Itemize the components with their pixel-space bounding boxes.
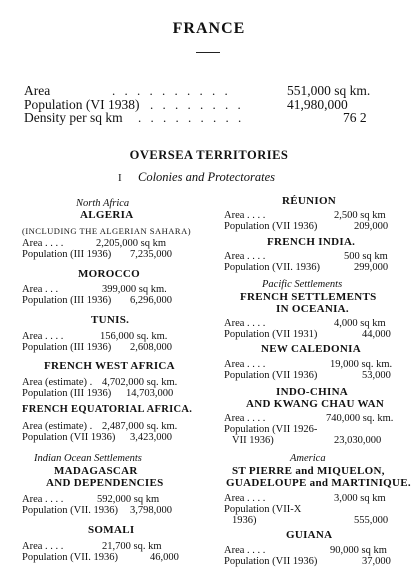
territory-name: GUADELOUPE and MARTINIQUE. bbox=[226, 477, 411, 489]
territory-name: IN OCEANIA. bbox=[276, 303, 349, 315]
population-value: 53,000 bbox=[362, 370, 391, 381]
population-label: Population (VII 1926- bbox=[224, 424, 318, 435]
stat-dots: . . . . . . . . . . bbox=[112, 83, 231, 98]
section-title: Colonies and Protectorates bbox=[138, 170, 276, 184]
area-label: Area . . . . bbox=[22, 494, 64, 505]
territory-name: AND KWANG CHAU WAN bbox=[246, 398, 385, 410]
area-label: Area . . . . bbox=[224, 210, 266, 221]
population-label: Population (VII 1936) bbox=[224, 370, 318, 381]
population-label: Population (III 1936) bbox=[22, 295, 112, 306]
territory-name: TUNIS. bbox=[91, 314, 130, 326]
area-label: Area . . . . bbox=[224, 251, 266, 262]
section-label: America bbox=[290, 453, 326, 464]
area-value: 156,000 sq. km. bbox=[100, 331, 168, 342]
territory-name: MADAGASCAR bbox=[54, 465, 138, 477]
population-value: 6,296,000 bbox=[130, 295, 172, 306]
population-value: 37,000 bbox=[362, 556, 391, 567]
area-label: Area . . . . bbox=[22, 238, 64, 249]
population-label: Population (VII 1931) bbox=[224, 329, 318, 340]
title-rule bbox=[196, 52, 220, 53]
section-label: North Africa bbox=[76, 198, 130, 209]
oversea-heading: OVERSEA TERRITORIES bbox=[129, 148, 289, 162]
section-label: Pacific Settlements bbox=[262, 279, 343, 290]
population-label: 1936) bbox=[232, 515, 257, 526]
population-value: 23,030,000 bbox=[334, 435, 382, 446]
population-value: 46,000 bbox=[150, 552, 179, 563]
territory-name: ALGERIA bbox=[80, 209, 134, 221]
population-label: VII 1936) bbox=[232, 435, 274, 446]
section-label: Indian Ocean Settlements bbox=[34, 453, 142, 464]
area-value: 2,500 sq km bbox=[334, 210, 386, 221]
area-label: Area . . . . bbox=[224, 545, 266, 556]
stat-dots: . . . . . . . . . bbox=[138, 110, 245, 125]
territory-name: RÉUNION bbox=[282, 195, 337, 207]
population-value: 44,000 bbox=[362, 329, 391, 340]
population-label: Population (VII 1936) bbox=[224, 556, 318, 567]
area-value: 2,487,000 sq. km. bbox=[102, 421, 178, 432]
area-label: Area . . . . bbox=[22, 541, 64, 552]
population-label: Population (VII. 1936) bbox=[22, 552, 118, 563]
area-label: Area (estimate) . bbox=[22, 421, 93, 432]
area-label: Area . . . . bbox=[224, 413, 266, 424]
territory-name: AND DEPENDENCIES bbox=[46, 477, 164, 489]
territory-name: MOROCCO bbox=[78, 268, 140, 280]
territory-name: GUIANA bbox=[286, 529, 333, 541]
stat-label: Area bbox=[24, 83, 51, 98]
stat-label: Population (VI 1938) bbox=[24, 97, 140, 112]
area-label: Area (estimate) . bbox=[22, 377, 93, 388]
area-label: Area . . . . bbox=[224, 318, 266, 329]
territory-name: INDO-CHINA bbox=[276, 386, 349, 398]
territory-name: ST PIERRE and MIQUELON, bbox=[232, 465, 385, 477]
population-value: 3,798,000 bbox=[130, 505, 172, 516]
area-value: 500 sq km bbox=[344, 251, 388, 262]
stat-dots: . . . . . . . . bbox=[150, 97, 244, 112]
section-number: I bbox=[118, 172, 122, 184]
population-value: 299,000 bbox=[354, 262, 389, 273]
stat-value: 41,980,000 bbox=[287, 97, 348, 112]
population-value: 209,000 bbox=[354, 221, 389, 232]
population-label: Population (III 1936) bbox=[22, 388, 112, 399]
area-label: Area . . . . bbox=[22, 331, 64, 342]
territory-name: NEW CALEDONIA bbox=[261, 343, 361, 355]
population-label: Population (VII 1936) bbox=[22, 432, 116, 443]
territory-name: FRENCH EQUATORIAL AFRICA. bbox=[22, 404, 193, 415]
area-value: 399,000 sq km. bbox=[102, 284, 167, 295]
population-value: 2,608,000 bbox=[130, 342, 172, 353]
population-value: 3,423,000 bbox=[130, 432, 172, 443]
population-label: Population (VII 1936) bbox=[224, 221, 318, 232]
territory-name: FRENCH WEST AFRICA bbox=[44, 360, 175, 372]
territory-subtitle: (INCLUDING THE ALGERIAN SAHARA) bbox=[22, 226, 192, 236]
area-value: 4,702,000 sq. km. bbox=[102, 377, 178, 388]
stat-value: 76 2 bbox=[343, 110, 367, 125]
area-label: Area . . . . bbox=[224, 359, 266, 370]
territory-name: SOMALI bbox=[88, 524, 135, 536]
area-value: 740,000 sq. km. bbox=[326, 413, 394, 424]
population-label: Population (VII. 1936) bbox=[224, 262, 320, 273]
population-label: Population (III 1936) bbox=[22, 249, 112, 260]
area-value: 21,700 sq. km bbox=[102, 541, 162, 552]
area-value: 3,000 sq km bbox=[334, 493, 386, 504]
population-value: 555,000 bbox=[354, 515, 389, 526]
population-label: Population (VII. 1936) bbox=[22, 505, 118, 516]
area-value: 19,000 sq. km. bbox=[330, 359, 393, 370]
population-value: 14,703,000 bbox=[126, 388, 174, 399]
population-label: Population (III 1936) bbox=[22, 342, 112, 353]
area-value: 4,000 sq km bbox=[334, 318, 386, 329]
area-value: 592,000 sq km bbox=[97, 494, 160, 505]
population-value: 7,235,000 bbox=[130, 249, 172, 260]
stat-label: Density per sq km bbox=[24, 110, 123, 125]
page-title: FRANCE bbox=[172, 20, 246, 37]
area-label: Area . . . . bbox=[224, 493, 266, 504]
area-label: Area . . . bbox=[22, 284, 59, 295]
territory-name: FRENCH SETTLEMENTS bbox=[240, 291, 377, 303]
area-value: 90,000 sq km bbox=[330, 545, 387, 556]
territory-name: FRENCH INDIA. bbox=[267, 236, 356, 248]
stat-value: 551,000 sq km. bbox=[287, 83, 371, 98]
area-value: 2,205,000 sq km bbox=[96, 238, 167, 249]
population-label: Population (VII-X bbox=[224, 504, 302, 515]
